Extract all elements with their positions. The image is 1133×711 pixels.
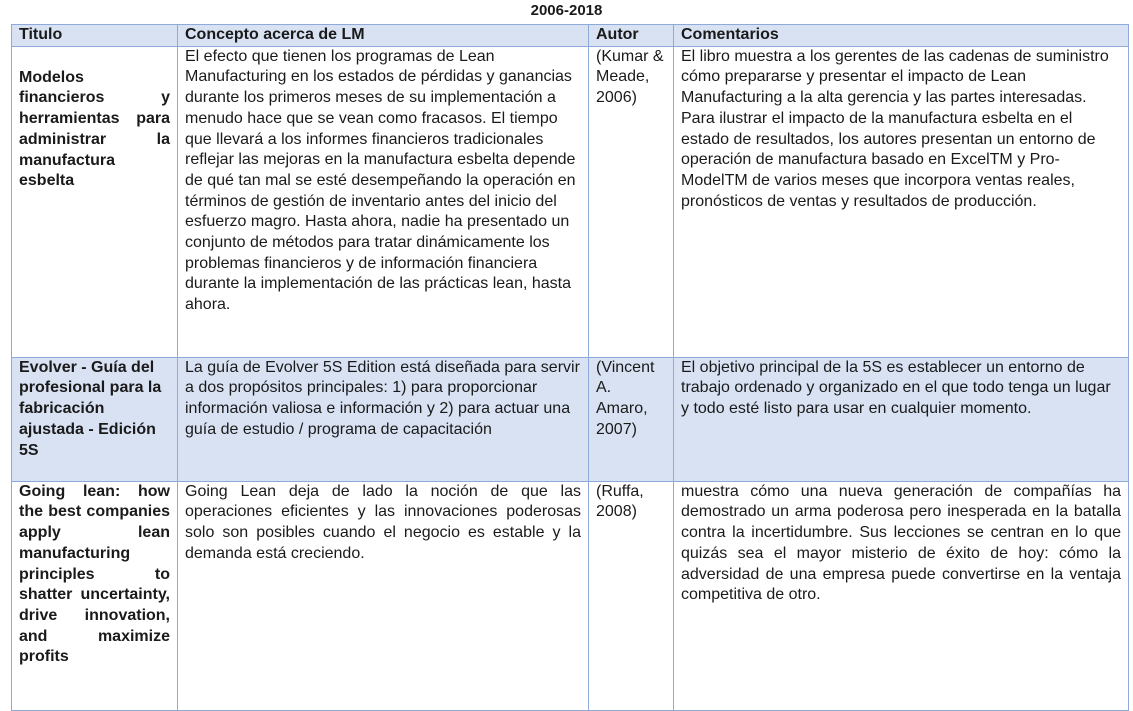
- cell-concept: El efecto que tienen los programas de Lean Manufacturing en los estados de pérdidas y ganancias durante los primeros meses de su implementación a menudo hace que se vean como fracasos. El tiempo que llevará a los informes financieros tradicionales reflejar las mejoras en la manufactura esbelta depende de qué tan mal se esté desempeñando la operación en términos de gestión de inventario antes del inicio del esfuerzo magro. Hasta ahora, nadie ha presentado un conjunto de métodos para tratar dinámicamente los problemas financieros y de información financiera durante la implementación de las prácticas lean, hasta ahora.: [178, 46, 589, 357]
- cell-comments: El objetivo principal de la 5S es establecer un entorno de trabajo ordenado y organizado en el que todo tenga un lugar y todo esté listo para usar en cualquier momento.: [674, 357, 1129, 481]
- table-header-row: [12, 25, 1129, 47]
- table-row: [12, 357, 1129, 481]
- literature-table: [11, 24, 1129, 711]
- cell-title: Evolver - Guía del profesional para la fabricación ajustada - Edición 5S: [12, 357, 178, 481]
- table-row: [12, 46, 1129, 357]
- cell-title: Modelos financieros y herramientas para administrar la manufactura esbelta: [12, 46, 178, 357]
- cell-concept: Going Lean deja de lado la noción de que las operaciones eficientes y las innovaciones poderosas solo son posibles cuando el negocio es estable y la demanda está creciendo.: [178, 481, 589, 710]
- cell-author: (Kumar & Meade, 2006): [589, 46, 674, 357]
- cell-comments: El libro muestra a los gerentes de las cadenas de suministro cómo prepararse y presentar el impacto de Lean Manufacturing a la alta gerencia y las partes interesadas. Para ilustrar el impacto de la manufactura esbelta en el estado de resultados, los autores presentan un entorno de operación de manufactura basado en ExcelTM y Pro-ModelTM de varios meses que incorpora ventas reales, pronósticos de ventas y resultados de producción.: [674, 46, 1129, 357]
- cell-author: (Vincent A. Amaro, 2007): [589, 357, 674, 481]
- header-title: Titulo: [12, 25, 178, 47]
- header-author: Autor: [589, 25, 674, 47]
- header-comments: Comentarios: [674, 25, 1129, 47]
- cell-author: (Ruffa, 2008): [589, 481, 674, 710]
- header-concept: Concepto acerca de LM: [178, 25, 589, 47]
- table-caption: 2006-2018: [530, 2, 603, 19]
- table-row: [12, 481, 1129, 710]
- cell-comments: muestra cómo una nueva generación de compañías ha demostrado un arma poderosa pero inesperada en la batalla contra la incertidumbre. Sus lecciones se centran en lo que quizás sea el mayor misterio de éxito de hoy: cómo la adversidad de una empresa puede convertirse en la ventaja competitiva de otro.: [674, 481, 1129, 710]
- cell-concept: La guía de Evolver 5S Edition está diseñada para servir a dos propósitos principales: 1) para proporcionar información valiosa e información y 2) para actuar una guía de estudio / programa de capacitación: [178, 357, 589, 481]
- cell-title: Going lean: how the best companies apply lean manufacturing principles to shatter uncertainty, drive innovation, and maximize profits: [12, 481, 178, 710]
